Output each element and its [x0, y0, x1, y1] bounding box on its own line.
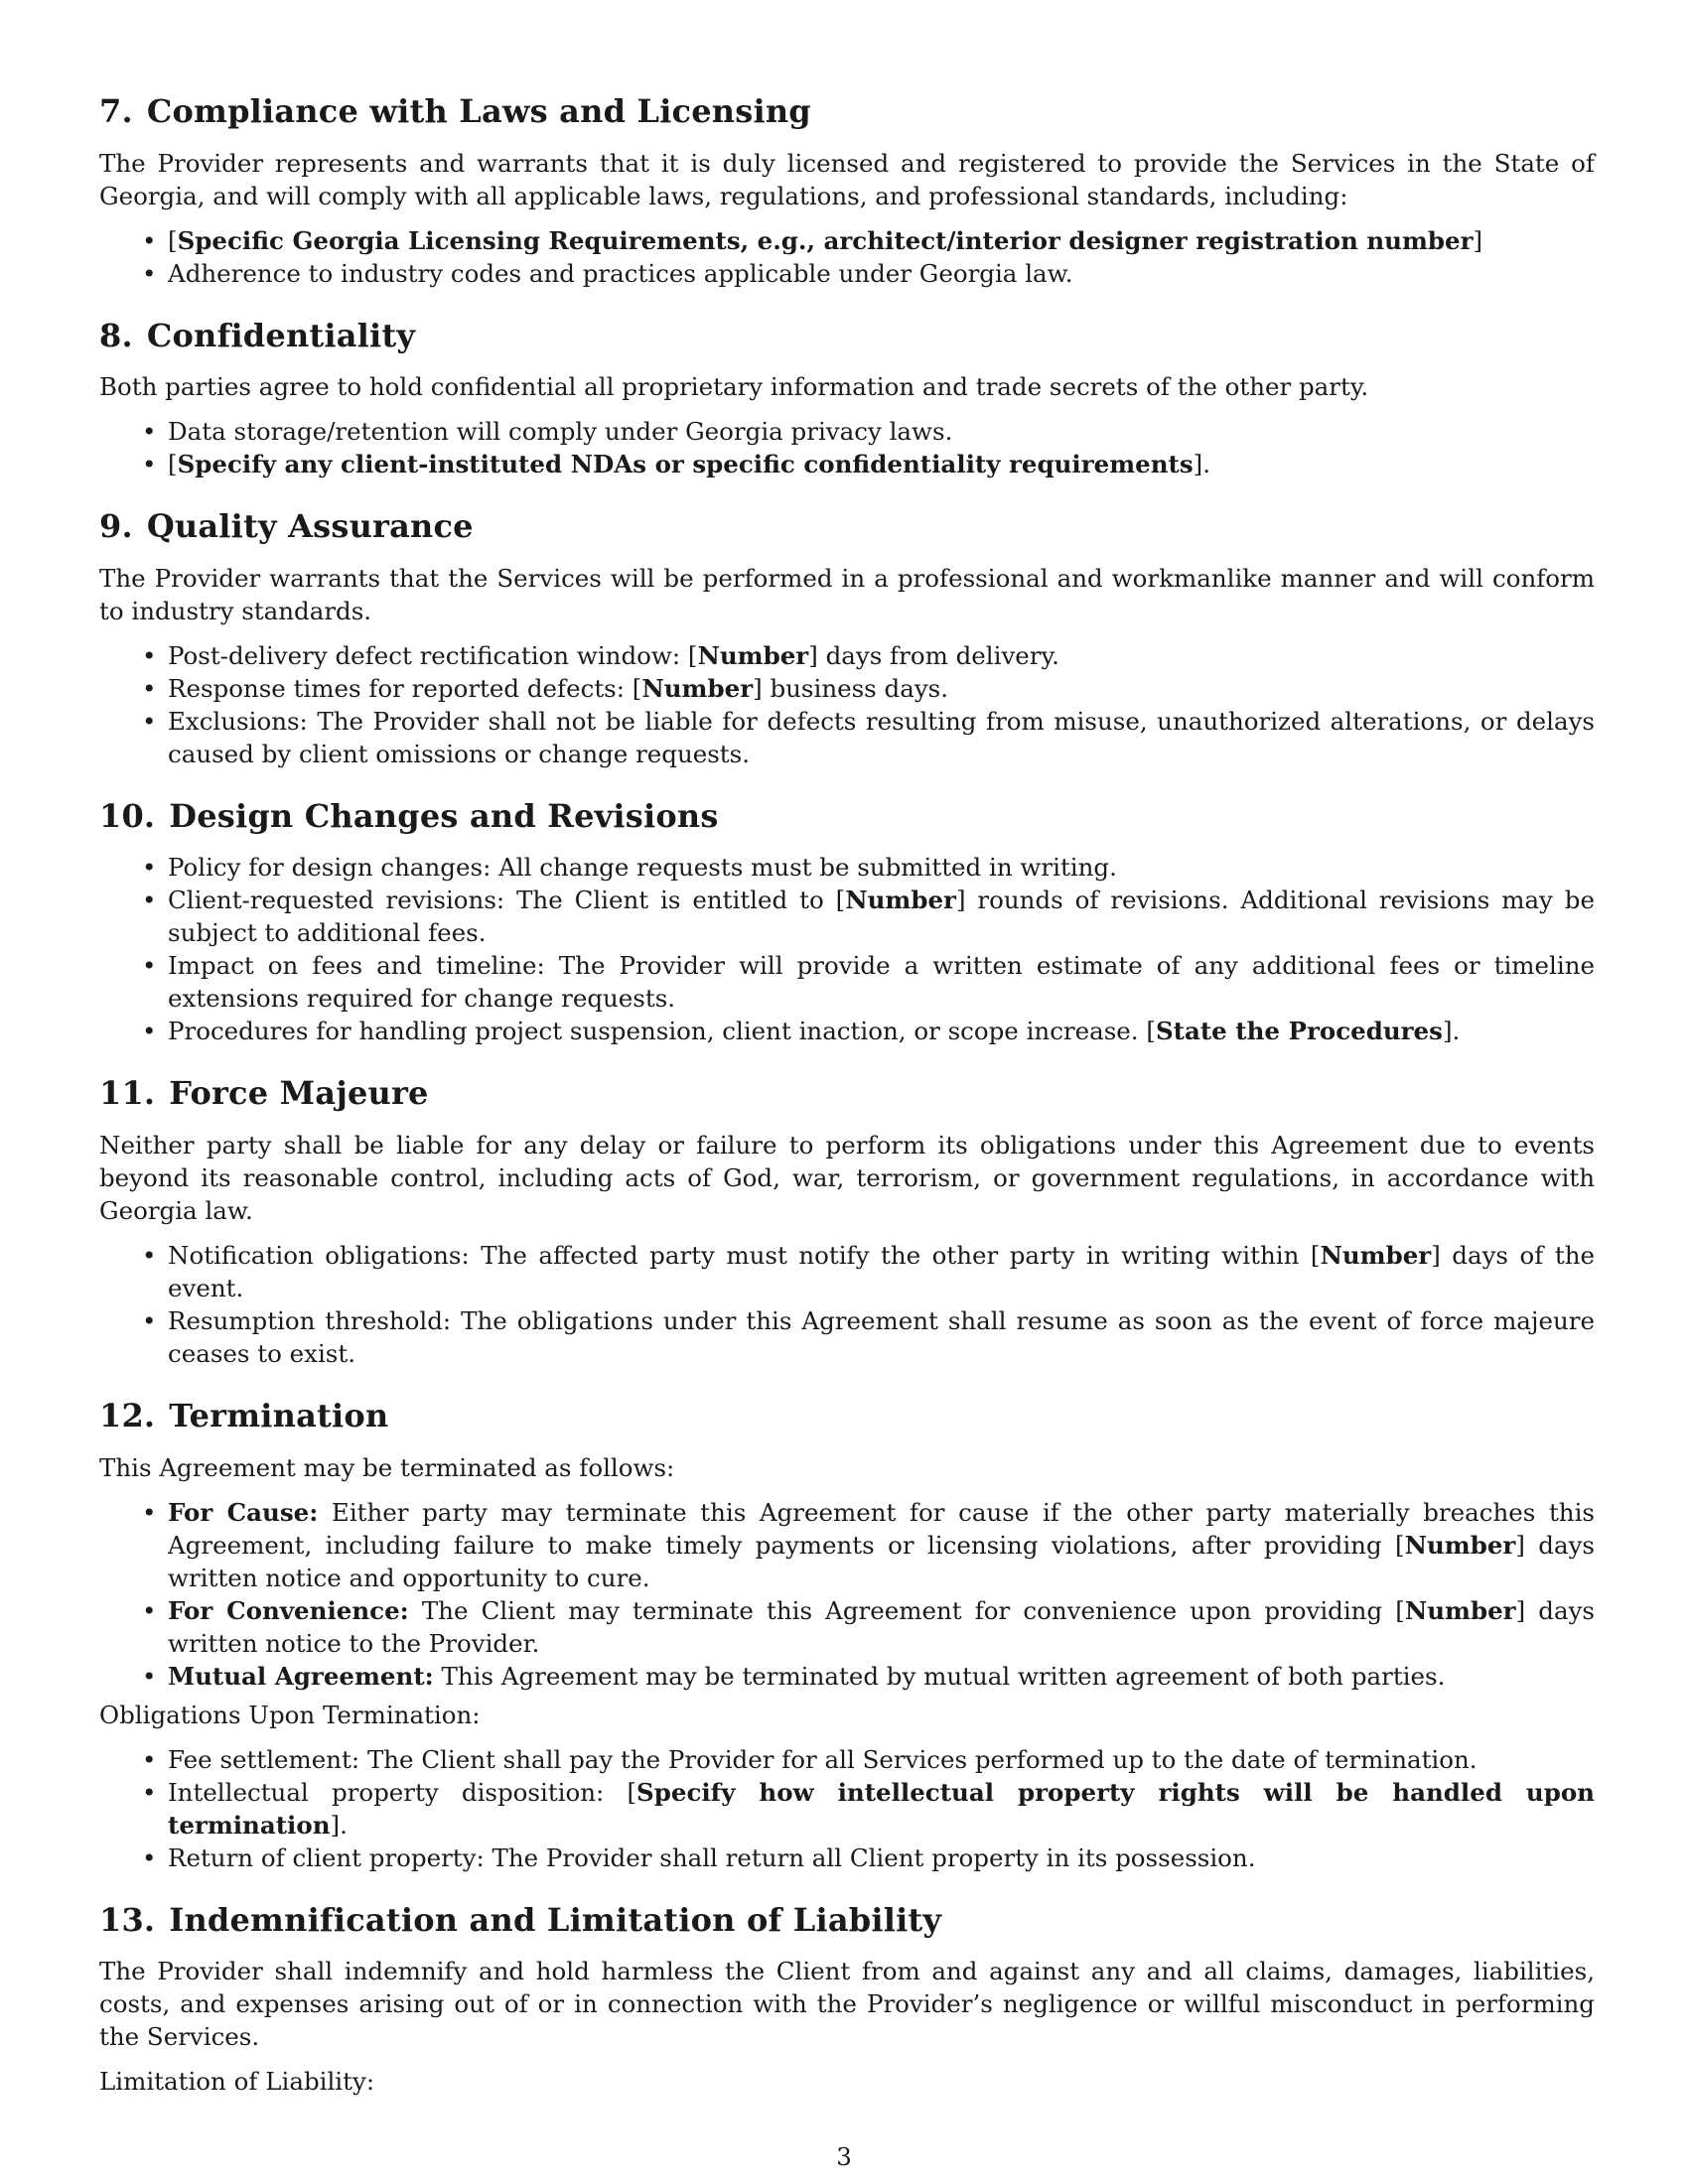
document-page — [99, 91, 1595, 2123]
limitation-label: Limitation of Liability: — [99, 2067, 375, 2097]
section-termination — [99, 1396, 1595, 1874]
page-number: 3 — [836, 2142, 852, 2171]
list-item: • Procedures for handling project suspension, client inaction, or scope increase. [State the Procedures]. — [168, 1015, 1595, 1047]
list-item: • Data storage/retention will comply under Georgia privacy laws. — [168, 415, 1595, 448]
section-quality-assurance — [99, 506, 1595, 770]
list-item: • For Convenience: The Client may terminate this Agreement for convenience upon providing [Number] days written notice to the Provider. — [168, 1594, 1595, 1660]
list-item: • Policy for design changes: All change requests must be submitted in writing. — [168, 851, 1595, 884]
list-item: • Adherence to industry codes and practices applicable under Georgia law. — [168, 257, 1595, 290]
section-heading: 8. Confidentiality — [99, 316, 416, 354]
section-heading: 13. Indemnification and Limitation of Liability — [99, 1900, 942, 1939]
obligations-label: Obligations Upon Termination: — [99, 1700, 481, 1729]
bullet-list — [99, 224, 1595, 290]
section-indemnification — [99, 1900, 1595, 2099]
list-item: • Exclusions: The Provider shall not be liable for defects resulting from misuse, unauthorized alterations, or delays caused by client omissions or change requests. — [168, 705, 1595, 770]
list-item: • [Specify any client-instituted NDAs or specific confidentiality requirements]. — [168, 448, 1595, 480]
section-intro: The Provider shall indemnify and hold harmless the Client from and against any and all claims, damages, liabilities, costs, and expenses arising out of or in connection with the Provider’s negligence or willful misconduct in performing the Services. — [99, 1957, 1595, 2052]
list-item: • Response times for reported defects: [Number] business days. — [168, 672, 1595, 705]
section-intro: The Provider warrants that the Services will be performed in a professional and workmanlike manner and will conform to industry standards. — [99, 563, 1595, 625]
list-item: • Return of client property: The Provider shall return all Client property in its possession. — [168, 1842, 1595, 1874]
bullet-list — [99, 1743, 1595, 1874]
section-intro: Both parties agree to hold confidential all proprietary information and trade secrets of the other party. — [99, 372, 1369, 402]
list-item: • For Cause: Either party may terminate this Agreement for cause if the other party materially breaches this Agreement, including failure to make timely payments or licensing violations, after providing [Number] days written notice and opportunity to cure. — [168, 1496, 1595, 1594]
section-heading: 7. Compliance with Laws and Licensing — [99, 92, 811, 130]
section-force-majeure — [99, 1073, 1595, 1370]
section-design-changes — [99, 796, 1595, 1048]
list-item: • Fee settlement: The Client shall pay the Provider for all Services performed up to the date of termination. — [168, 1743, 1595, 1776]
list-item: • Mutual Agreement: This Agreement may be terminated by mutual written agreement of both parties. — [168, 1660, 1595, 1693]
bullet-list — [99, 851, 1595, 1047]
section-heading: 10. Design Changes and Revisions — [99, 796, 719, 835]
bullet-list — [99, 639, 1595, 770]
section-heading: 11. Force Majeure — [99, 1074, 429, 1113]
bullet-list — [99, 415, 1595, 480]
list-item: • Client-requested revisions: The Client is entitled to [Number] rounds of revisions. Additional revisions may be subject to additional fees. — [168, 884, 1595, 949]
bullet-list — [99, 1239, 1595, 1370]
bullet-list — [99, 1496, 1595, 1693]
list-item: • Resumption threshold: The obligations under this Agreement shall resume as soon as the event of force majeure ceases to exist. — [168, 1304, 1595, 1370]
section-compliance — [99, 91, 1595, 290]
section-intro: Neither party shall be liable for any delay or failure to perform its obligations under this Agreement due to events beyond its reasonable control, including acts of God, war, terrorism, or government regulations, in accordance with Georgia law. — [99, 1130, 1595, 1225]
list-item: • Intellectual property disposition: [Specify how intellectual property rights will be handled upon termination]. — [168, 1776, 1595, 1842]
list-item: • Notification obligations: The affected party must notify the other party in writing within [Number] days of the event. — [168, 1239, 1595, 1304]
list-item: • [Specific Georgia Licensing Requirements, e.g., architect/interior designer registration number] — [168, 224, 1595, 257]
section-intro: The Provider represents and warrants that it is duly licensed and registered to provide the Services in the State of Georgia, and will comply with all applicable laws, regulations, and professional standards, including: — [99, 148, 1595, 210]
list-item: • Post-delivery defect rectification window: [Number] days from delivery. — [168, 639, 1595, 672]
section-heading: 12. Termination — [99, 1396, 389, 1434]
section-confidentiality — [99, 316, 1595, 481]
section-intro: This Agreement may be terminated as follows: — [99, 1452, 675, 1482]
list-item: • Impact on fees and timeline: The Provider will provide a written estimate of any additional fees or timeline extensions required for change requests. — [168, 949, 1595, 1015]
section-heading: 9. Quality Assurance — [99, 507, 474, 546]
